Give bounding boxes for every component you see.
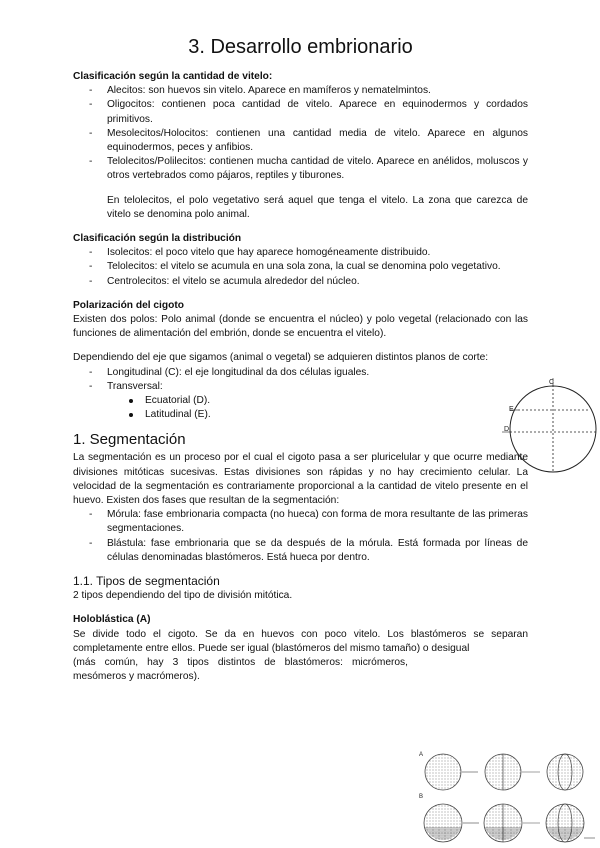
list-item: - Isolecitos: el poco vitelo que hay aparece homogéneamente distribuido. [73, 246, 528, 260]
page-title: 3. Desarrollo embrionario [188, 36, 413, 58]
label-d: D [504, 426, 510, 433]
list-item: - Alecitos: son huevos sin vitelo. Aparece en mamíferos y nematelmintos. [73, 84, 528, 98]
section-heading-vitelo: Clasificación según la cantidad de vitelo: [73, 71, 273, 82]
list-item: - Oligocitos: contienen poca cantidad de vitelo. Aparece en equinodermos y cordados primitivos. [73, 98, 528, 126]
telolecitos-note: En telolecitos, el polo vegetativo será aquel que tenga el vitelo. La zona que carezca de vitelo se denomina polo animal. [107, 194, 528, 220]
section-heading-holoblastica: Holoblástica (A) [73, 614, 151, 626]
planos-list [73, 366, 528, 394]
paragraph: Se divide todo el cigoto. Se da en huevos con poco vitelo. Los blastómeros se separan completamente entre ellos. Puede ser igual (blastómeros del mismo tamaño) o desigual [73, 628, 528, 654]
zygote-cell [425, 754, 461, 790]
section-heading-tipos: 1.1. Tipos de segmentación [73, 574, 220, 589]
cutting-planes-figure [496, 377, 600, 477]
paragraph: Existen dos polos: Polo animal (donde se encuentra el núcleo) y polo vegetal (relacionado con las funciones de alimentación del embrión, donde se encuentra el vitelo). [73, 314, 528, 340]
paragraph: Dependiendo del eje que sigamos (animal o vegetal) se adquieren distintos planos de corte: [73, 352, 489, 364]
distribucion-list [73, 246, 528, 289]
holoblastic-figure [417, 745, 600, 848]
row-b-cells [424, 804, 595, 842]
document-page [73, 34, 528, 684]
label-c: C [549, 379, 555, 386]
label-b: B [419, 794, 424, 800]
list-item: - Blástula: fase embrionaria que se da después de la mórula. Está formada por líneas de células denominadas blastómeros. Está hueca por dentro. [73, 537, 528, 565]
transversal-list [73, 394, 528, 422]
label-a: A [419, 752, 424, 758]
paragraph: (más común, hay 3 tipos distintos de blastómeros: micrómeros, mesómeros y macrómeros). [73, 656, 408, 683]
section-heading-distribucion: Clasificación según la distribución [73, 233, 242, 245]
paragraph: La segmentación es un proceso por el cual el cigoto pasa a ser pluricelular y que ocurre mediante divisiones mitóticas sucesivas. Estas divisiones son rápidas y no hay crecimiento celular. La velocidad de la segmentación es contrariamente proporcional a la cantidad de vitelo presente en el huevo. Existen dos fases que resultan de la segmentación: [73, 452, 528, 507]
label-e: E [509, 406, 514, 413]
list-item: - Telolecitos: el vitelo se acumula en una sola zona, la cual se denomina polo vegetativo. [73, 260, 528, 274]
fases-list [73, 508, 528, 565]
section-heading-polarizacion: Polarización del cigoto [73, 299, 184, 311]
list-item: - Transversal: [73, 380, 528, 394]
paragraph: 2 tipos dependiendo del tipo de división mitótica. [73, 590, 293, 602]
list-item: - Longitudinal (C): el eje longitudinal da dos células iguales. [73, 366, 528, 380]
list-item: - Centrolecitos: el vitelo se acumula alrededor del núcleo. [73, 275, 528, 289]
section-heading-segmentacion: 1. Segmentación [73, 431, 186, 449]
row-a-cells [425, 754, 583, 790]
list-item: Ecuatorial (D). [145, 394, 528, 408]
vitelo-list [73, 84, 528, 183]
four-cell-stage [547, 754, 583, 790]
list-item: - Mórula: fase embrionaria compacta (no hueca) con forma de mora resultante de las primeras segmentaciones. [73, 508, 528, 536]
list-item: - Telolecitos/Polilecitos: contienen mucha cantidad de vitelo. Aparece en anélidos, moluscos y otros vertebrados como pájaros, reptiles y tiburones. [73, 155, 528, 183]
list-item: Latitudinal (E). [145, 408, 528, 422]
list-item: - Mesolecitos/Holocitos: contienen una cantidad media de vitelo. Aparece en algunos equinodermos, peces y anfibios. [73, 127, 528, 155]
